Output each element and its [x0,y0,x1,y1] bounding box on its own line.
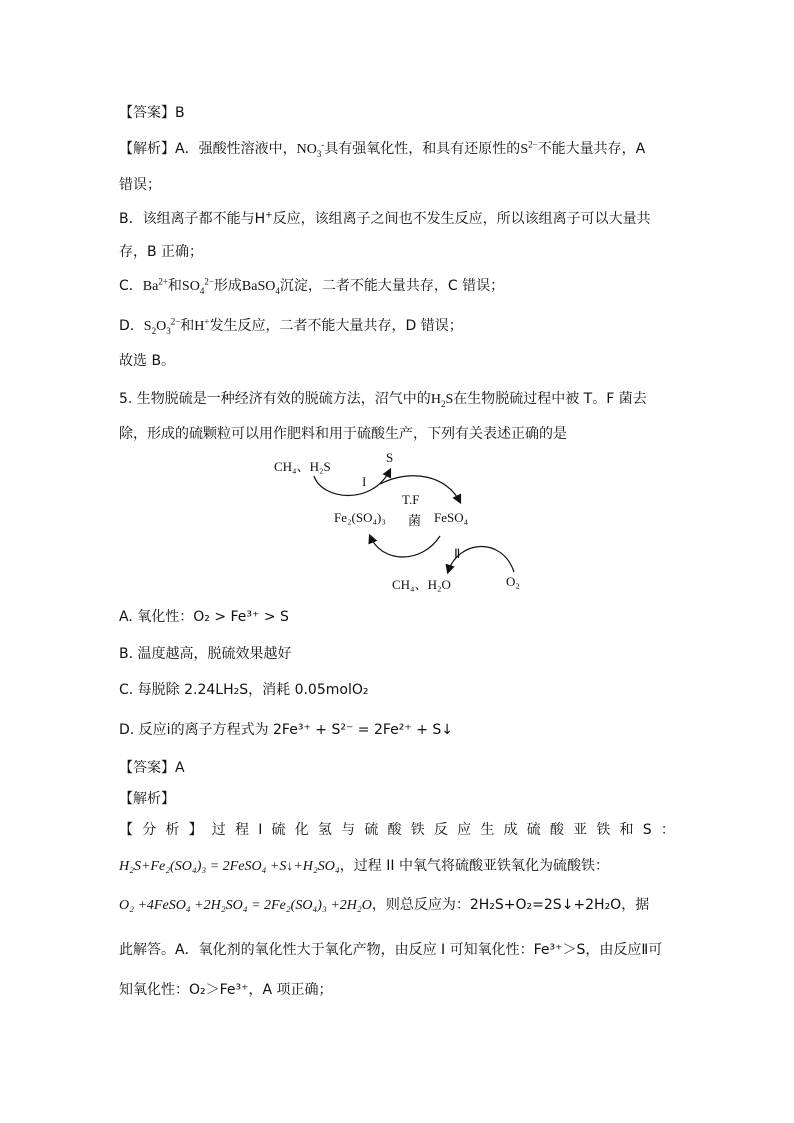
q5-option-c: C. 每脱除 2.24LH₂S，消耗 0.05molO₂ [119,682,369,698]
q5-analysis-line-2: H₂S+Fe₂(SO₄)₃ = 2FeSO₄ +S↓+H₂SO₄，过程 II 中氧气将硫酸亚铁氧化为硫酸铁： [119,858,609,874]
q4-answer-line [119,103,185,123]
ba-ion: $Ba^{2+}$ [142,276,168,294]
top-arc-arrow [380,476,460,502]
q5-stem-line-1: 5. 生物脱硫是一种经济有效的脱硫方法，沼气中的$H_2S$在生物脱硫过程中被 T。F 菌去 [119,391,647,409]
s2-ion: $S^{2-}$ [520,139,538,157]
q5-analysis-line-4: 此解答。A．氧化剂的氧化性大于氧化产物，由反应 I 可知氧化性：Fe³⁺＞S，由反应Ⅱ可 [119,942,663,958]
o2-label: O₂ [506,574,520,589]
q5-analysis-line-3: O₂ +4FeSO₄ +2H₂SO₄ = 2Fe₂(SO₄)₃ +2H₂O，则总反应为：2H₂S+O₂=2S↓+2H₂O，据 [119,897,650,913]
feso4-label: FeSO₄ [434,510,469,525]
ch4-h2s-label: CH₄、H₂S [274,459,331,474]
q4-option-b-line-1: B．该组离子都不能与H+反应，该组离子之间也不发生反应，所以该组离子可以大量共 [119,210,651,227]
tf-label: T.F [402,492,420,507]
desulfurization-cycle-diagram [262,448,542,598]
answer-value: B [175,105,185,121]
answer-label: 【答案】 [119,105,175,121]
fe2so43-label: Fe₂(SO₄)₃ [334,510,386,525]
bottom-arc-arrow [370,536,440,557]
answer-value: A [175,760,185,776]
step-1-label: I [362,474,367,489]
q5-analysis-label: 【解析】 [119,791,175,807]
h2s-formula: $H_2S$ [430,392,454,409]
q4-conclusion: 故选 B。 [119,353,176,369]
q5-analysis-line-1: 【分析】过程I硫化氢与硫酸铁反应生成硫酸亚铁和S： [119,822,685,838]
s2o3-ion: $S_2O_3^{2-}$ [143,316,181,336]
q4-option-b-line-2: 存，B 正确； [119,244,204,260]
answer-label: 【答案】 [119,760,175,776]
equation-1: H₂S+Fe₂(SO₄)₃ = 2FeSO₄ +S↓+H₂SO₄ [119,859,340,874]
q4-option-d-line: D．$S_2O_3^{2-}$和H+发生反应，二者不能大量共存，D 错误； [119,316,463,336]
h-ion: H+ [194,316,210,334]
analysis-label: 【解析】 [119,141,175,157]
q5-option-b: B. 温度越高，脱硫效果越好 [119,646,292,662]
q4-analysis-line-2: 错误； [119,177,161,193]
equation-2: O₂ +4FeSO₄ +2H₂SO₄ = 2Fe₂(SO₄)₃ +2H₂O [119,898,372,913]
baso4-formula: BaSO$_4$ [241,279,280,296]
q5-stem-line-2: 除，形成的硫颗粒可以用作肥料和用于硫酸生产，下列有关表述正确的是 [119,426,567,442]
no3-ion: $NO_3^-$ [296,139,325,159]
bacteria-label: 菌 [408,513,422,528]
q4-option-c-line: C．$Ba^{2+}$和$SO_4^{2-}$形成BaSO$_4$沉淀，二者不能大量共存，C 错误； [119,276,505,296]
step-2-label: Ⅱ [454,546,461,561]
q5-option-a: A. 氧化性：O₂ > Fe³⁺ > S [119,609,289,625]
q5-option-d: D. 反应ⅰ的离子方程式为 2Fe³⁺ + S²⁻ = 2Fe²⁺ + S↓ [119,722,454,738]
ch4-h2o-label: CH₄、H₂O [392,577,451,592]
q5-analysis-line-5: 知氧化性：O₂＞Fe³⁺，A 项正确； [119,982,333,998]
q4-analysis-line-1: 【解析】A．强酸性溶液中，$NO_3^-$具有强氧化性，和具有还原性的$S^{2-}$不能大量共存，A [119,139,646,159]
sulfur-label: S [386,450,394,465]
q5-answer-line [119,758,185,778]
so4-ion: $SO_4^{2-}$ [181,276,214,296]
